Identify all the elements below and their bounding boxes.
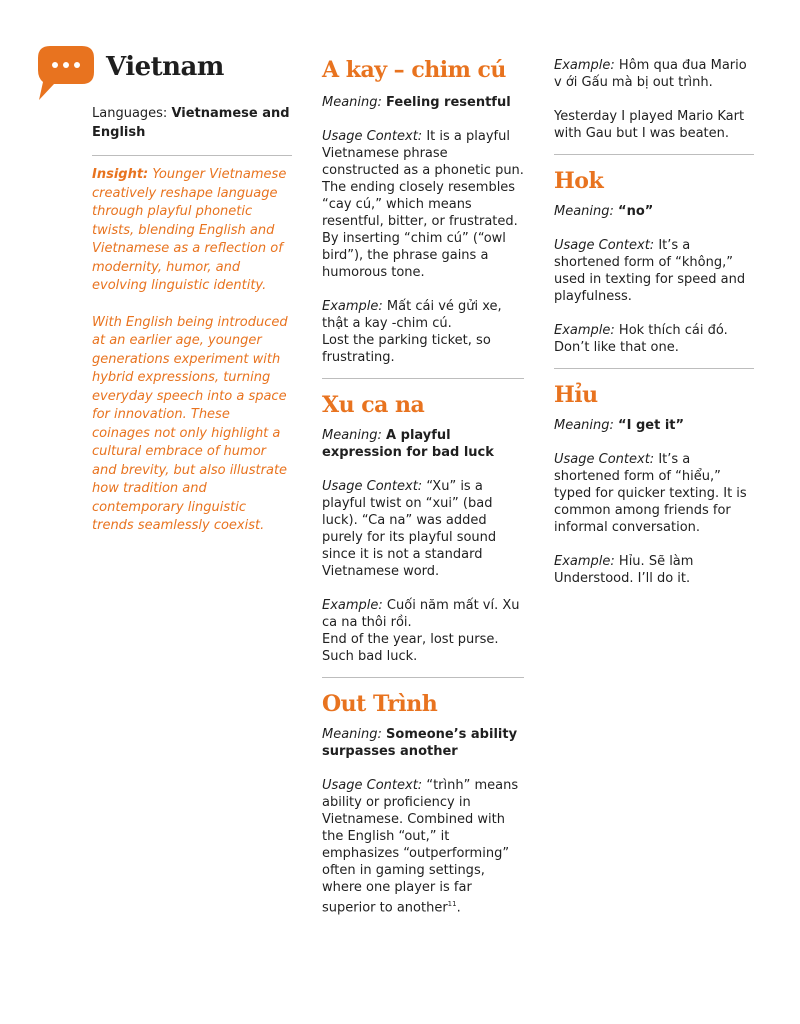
insight-label: Insight: bbox=[92, 167, 149, 182]
languages-value: Vietnamese and English bbox=[92, 106, 290, 140]
translation-akay: Lost the parking ticket, so frustrating. bbox=[322, 333, 491, 365]
meaning-xucana: Meaning: A playful expression for bad luck bbox=[322, 428, 494, 460]
divider-2 bbox=[322, 677, 524, 678]
term-hok: Hok bbox=[554, 168, 604, 194]
middle-column bbox=[322, 56, 524, 916]
example-hok: Example: Hok thích cái đó. bbox=[554, 323, 728, 338]
country-title: Vietnam bbox=[106, 52, 224, 82]
divider-1 bbox=[322, 378, 524, 379]
page-header bbox=[36, 44, 294, 104]
speech-bubble-icon bbox=[36, 44, 96, 102]
example-outtrinh: Example: Hôm qua đua Mario v ới Gấu mà bị out trình. bbox=[554, 58, 747, 90]
usage-akay: Usage Context: It is a playful Vietnamese phrase constructed as a phonetic pun. The ending closely resembles “cay cú,” which means resentful, bitter, or frustrated. By inserting “chim cú” (“owl bird”), the phrase gains a humorous tone. bbox=[322, 129, 524, 280]
insight-block bbox=[92, 166, 290, 536]
example-akay: Example: Mất cái vé gửi xe, thật a kay -chim cú. bbox=[322, 299, 502, 331]
example-xucana: Example: Cuối năm mất ví. Xu ca na thôi rồi. bbox=[322, 598, 520, 630]
languages-line bbox=[92, 104, 292, 142]
usage-xucana: Usage Context: “Xu” is a playful twist on “xui” (bad luck). “Ca na” was added purely for its playful sound since it is not a standard Vietnamese word. bbox=[322, 479, 497, 579]
term-xucana: Xu ca na bbox=[322, 392, 425, 418]
term-hiu: Hỉu bbox=[554, 382, 598, 408]
translation-xucana: End of the year, lost purse. Such bad luck. bbox=[322, 632, 499, 664]
footnote-marker: 11 bbox=[447, 900, 457, 908]
meaning-hok: Meaning: “no” bbox=[554, 204, 654, 219]
insight-paragraph-2: With English being introduced at an earlier age, younger generations experiment with hybrid expressions, turning everyday speech into a space for innovation. These coinages not only highlight a cultural embrace of humor and brevity, but also illustrate how tradition and contemporary linguistic trends seamlessly coexist. bbox=[92, 314, 288, 533]
meaning-outtrinh: Meaning: Someone’s ability surpasses another bbox=[322, 727, 518, 759]
translation-hok: Don’t like that one. bbox=[554, 340, 679, 355]
meaning-akay: Meaning: Feeling resentful bbox=[322, 95, 511, 110]
translation-hiu: Understood. I’ll do it. bbox=[554, 571, 691, 586]
example-hiu: Example: Hỉu. Sẽ làm bbox=[554, 554, 694, 569]
languages-label: Languages: bbox=[92, 106, 168, 121]
right-column bbox=[554, 57, 754, 587]
usage-hiu: Usage Context: It’s a shortened form of “hiểu,” typed for quicker texting. It is common among friends for informal conversation. bbox=[554, 452, 747, 535]
left-divider bbox=[92, 155, 292, 156]
meaning-hiu: Meaning: “I get it” bbox=[554, 418, 685, 433]
insight-paragraph-1: Insight: Younger Vietnamese creatively reshape language through playful phonetic twists, blending English and Vietnamese as a reflection of modernity, humor, and evolving linguistic identity. bbox=[92, 167, 287, 293]
term-akay: A kay – chim cú bbox=[322, 57, 506, 83]
divider-4 bbox=[554, 368, 754, 369]
divider-3 bbox=[554, 154, 754, 155]
usage-hok: Usage Context: It’s a shortened form of “không,” used in texting for speed and playfulness. bbox=[554, 238, 746, 304]
translation-outtrinh: Yesterday I played Mario Kart with Gau but I was beaten. bbox=[554, 109, 745, 141]
usage-outtrinh: Usage Context: “trình” means ability or proficiency in Vietnamese. Combined with the English “out,” it emphasizes “outperforming” often in gaming settings, where one player is far superior to another$^{11}$. bbox=[322, 778, 519, 916]
term-outtrinh: Out Trình bbox=[322, 691, 438, 717]
